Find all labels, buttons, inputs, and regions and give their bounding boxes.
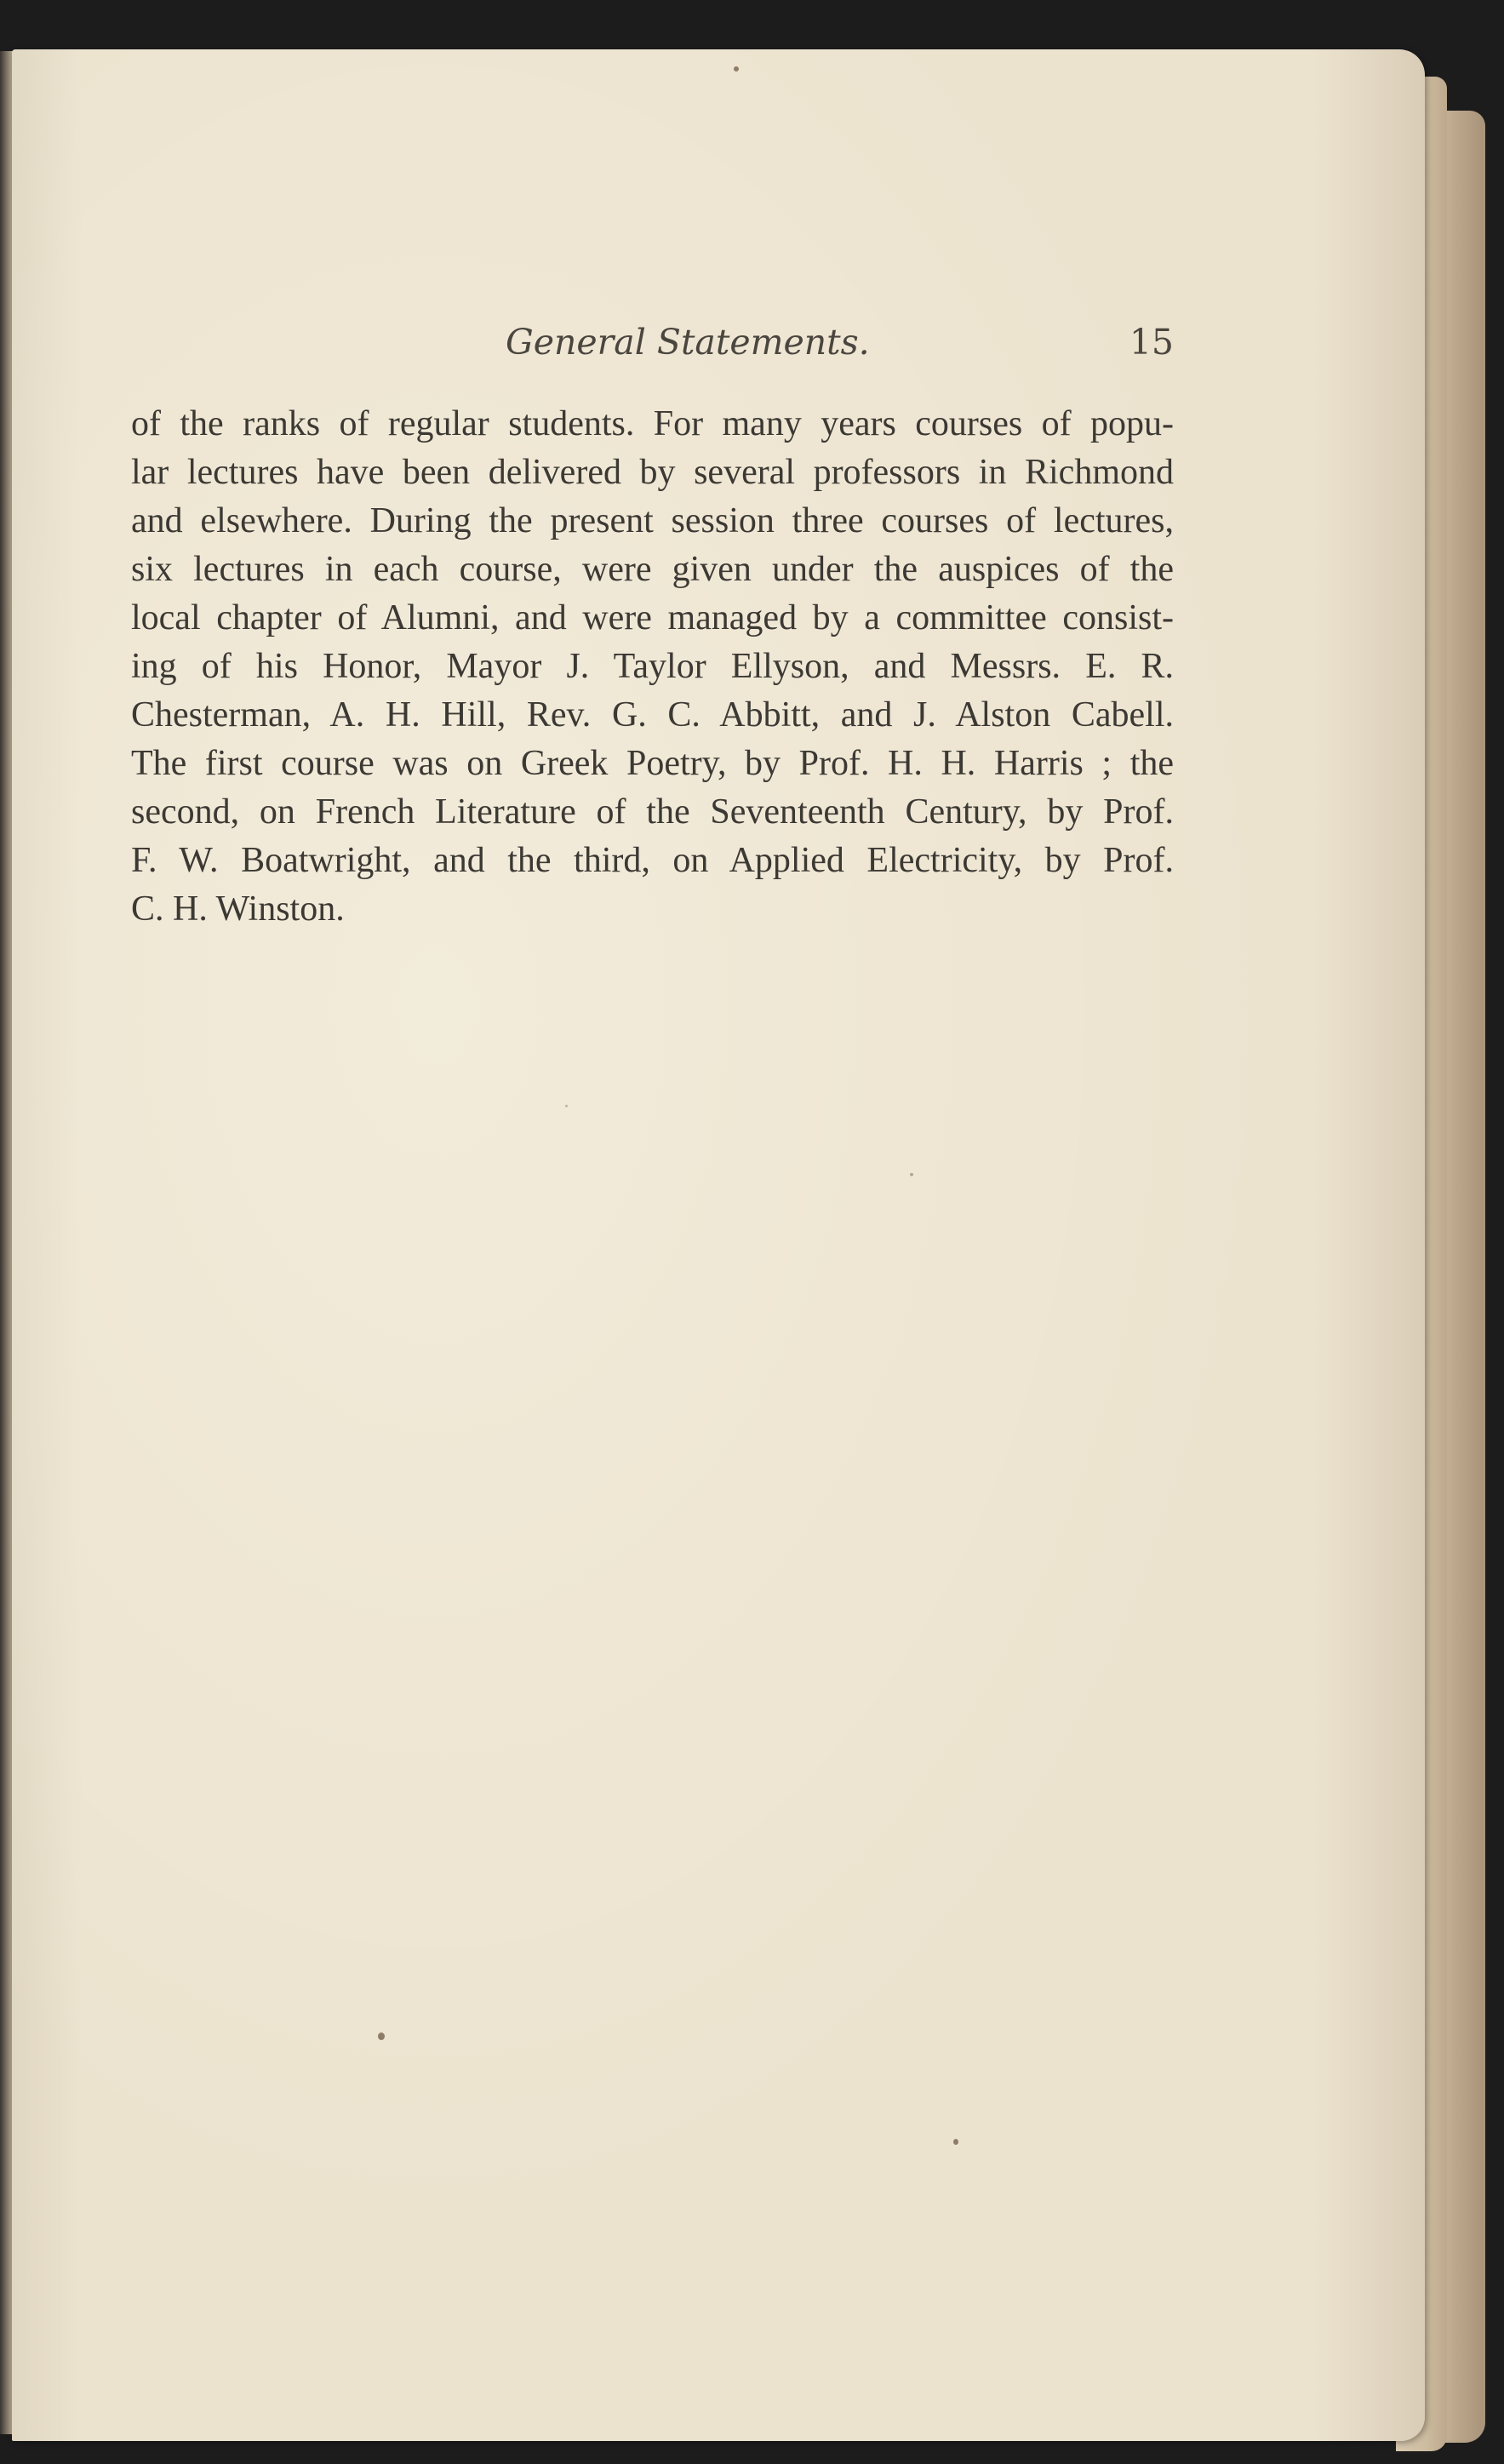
text-line: ing of his Honor, Mayor J. Taylor Ellyson, and Messrs. E. R. — [131, 647, 1174, 686]
text-line: lar lectures have been delivered by several professors in Richmond — [131, 453, 1174, 492]
text-line: and elsewhere. During the present session three courses of lectures, — [131, 501, 1174, 540]
paper-speck — [734, 66, 739, 71]
text-line: of the ranks of regular students. For many years courses of popu- — [131, 404, 1174, 443]
running-head — [131, 322, 1174, 373]
text-line: six lectures in each course, were given under the auspices of the — [131, 550, 1174, 589]
text-line: The first course was on Greek Poetry, by Prof. H. H. Harris ; the — [131, 744, 1174, 783]
page-sheet — [12, 49, 1425, 2441]
paper-speck — [565, 1105, 568, 1107]
text-line: second, on French Literature of the Seventeenth Century, by Prof. — [131, 792, 1174, 832]
paper-speck — [953, 2139, 958, 2145]
text-line: F. W. Boatwright, and the third, on Applied Electricity, by Prof. — [131, 841, 1174, 880]
body-paragraph — [131, 400, 1174, 934]
page-number: 15 — [1129, 322, 1174, 363]
paper-speck — [910, 1173, 913, 1176]
running-title: General Statements. — [506, 322, 870, 363]
paper-speck — [378, 2032, 385, 2040]
text-line: local chapter of Alumni, and were managed by a committee consist- — [131, 598, 1174, 637]
text-line: Chesterman, A. H. Hill, Rev. G. C. Abbitt, and J. Alston Cabell. — [131, 695, 1174, 735]
text-line: C. H. Winston. — [131, 889, 345, 929]
